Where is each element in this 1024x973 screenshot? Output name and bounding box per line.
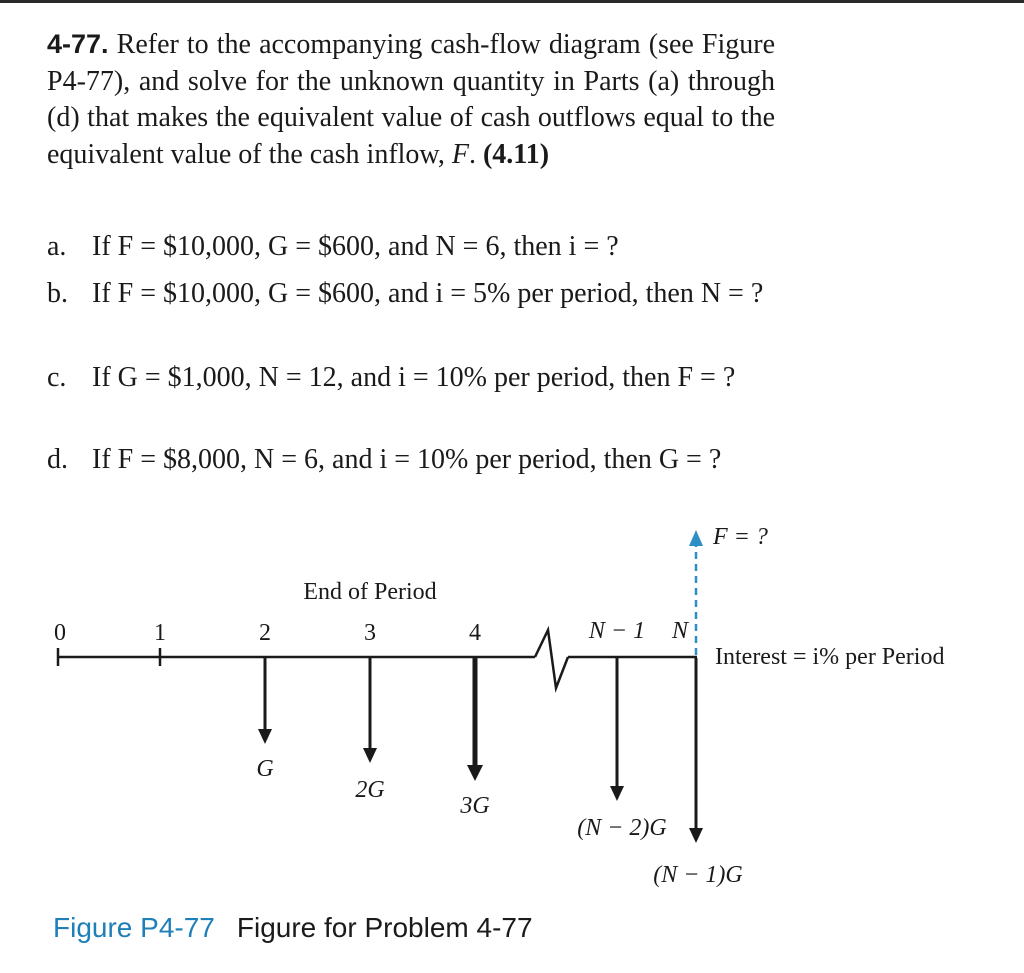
- problem-intro-end: .: [468, 138, 483, 170]
- period-label-0: 0: [54, 620, 66, 646]
- outflow-label-n-minus-1-g: (N − 1)G: [653, 862, 743, 888]
- problem-number: 4-77.: [47, 29, 109, 59]
- outflow-label-n-minus-2-g: (N − 2)G: [577, 815, 667, 841]
- period-label-n-minus-1: N − 1: [588, 618, 646, 644]
- inflow-label: F = ?: [713, 524, 768, 550]
- problem-intro: Refer to the accompanying cash-flow diagram (see Figure P4-77), and solve for the unknown quantity in Parts (a) through (d) that makes the equivalent value of cash outflows equal to the equivalent value of the cash inflow,: [47, 29, 775, 170]
- period-label-1: 1: [154, 620, 166, 646]
- period-label-n: N: [671, 618, 689, 644]
- figure-caption: [53, 912, 533, 944]
- outflow-label-3g: 3G: [460, 793, 490, 819]
- section-reference: (4.11): [482, 138, 550, 170]
- problem-intro-variable: F: [451, 138, 469, 170]
- part-b-letter: b.: [47, 278, 68, 309]
- figure-caption-title: Figure for Problem 4-77: [236, 912, 533, 943]
- part-d-letter: d.: [47, 444, 68, 475]
- part-a-text: If F = $10,000, G = $600, and N = 6, then i = ?: [92, 231, 619, 262]
- part-a-letter: a.: [47, 231, 67, 262]
- interest-label: Interest = i% per Period: [715, 644, 945, 670]
- outflow-label-2g: 2G: [355, 777, 385, 803]
- period-label-4: 4: [469, 620, 481, 646]
- part-c-text: If G = $1,000, N = 12, and i = 10% per period, then F = ?: [92, 362, 736, 393]
- part-d-text: If F = $8,000, N = 6, and i = 10% per period, then G = ?: [92, 444, 722, 475]
- figure-caption-label: Figure P4-77: [53, 912, 215, 943]
- outflow-label-g: G: [256, 756, 274, 782]
- part-b-text: If F = $10,000, G = $600, and i = 5% per period, then N = ?: [92, 278, 764, 309]
- period-label-2: 2: [259, 620, 271, 646]
- inflow-arrow: [689, 530, 703, 655]
- part-c-letter: c.: [47, 362, 67, 393]
- end-of-period-header: End of Period: [303, 579, 437, 605]
- period-label-3: 3: [364, 620, 376, 646]
